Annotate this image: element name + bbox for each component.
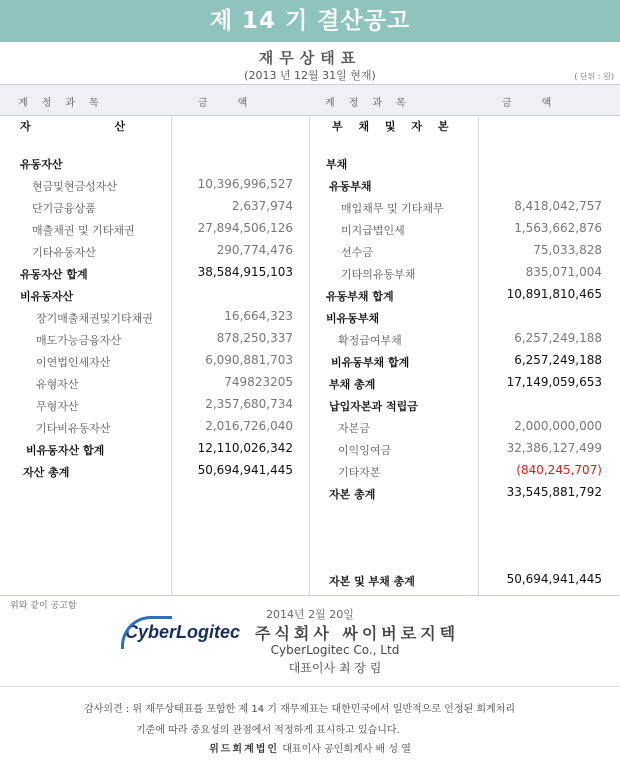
right-row-label: 부채 총계 [329,378,376,391]
right-row-label: 자본 총계 [329,488,376,501]
right-row-label: 비유동부채 합계 [331,356,410,369]
logo-text: CyberLogitec [125,622,241,642]
right-account-header: 계정과목 [325,98,420,109]
right-row-label: 기타의유동부채 [341,268,416,281]
left-row-amount: 10,396,996,527 [197,177,293,191]
unit-label: ( 단위 : 원) [574,72,614,81]
left-row-amount: 27,894,506,126 [197,221,293,235]
right-amount-header: 금액 [502,98,582,109]
column-divider [171,115,172,595]
right-row-label: 매입채무 및 기타채무 [341,202,444,215]
left-row-label: 매출채권 및 기타채권 [32,224,135,237]
left-row-amount: 6,090,881,703 [205,353,293,367]
left-amount-header: 금액 [198,98,278,109]
right-row-amount: 10,891,810,465 [506,287,602,301]
right-row-label: 이익잉여금 [338,444,392,457]
left-row-label: 단기금융상품 [32,202,96,215]
column-header-bar [0,84,620,116]
ceo-name: 대표이사 최 장 림 [288,661,382,675]
audit-opinion-line-1: 감사의견 : 위 재무상태표를 포함한 제 14 기 재무제표는 대한민국에서 일반적으로 인정된 회계처리 [84,704,515,715]
announcement-note: 위와 같이 공고함 [10,601,77,611]
auditor-signature [0,740,620,755]
left-row-amount: 16,664,323 [224,309,293,323]
right-row-amount: 75,033,828 [533,243,602,257]
audit-opinion-line-2: 기준에 따라 중요성의 관점에서 적정하게 표시하고 있습니다. [136,725,400,736]
right-row-label: 유동부채 [329,180,372,193]
left-row-label: 유형자산 [36,378,79,391]
statement-date: (2013 년 12월 31일 현재) [244,69,376,82]
left-account-header: 계정과목 [18,98,113,109]
right-row-label: 미지급법인세 [341,224,405,237]
company-name-korean: 주식회사 싸이버로지텍 [255,624,460,643]
right-row-label: 자본 및 부채 총계 [329,575,415,588]
left-row-label: 비유동자산 [20,290,74,303]
left-row-amount: 2,016,726,040 [205,419,293,433]
left-row-label: 유동자산 [20,158,63,171]
assets-section-heading: 자 산 [20,120,166,133]
right-row-label: 비유동부채 [326,312,380,325]
left-row-amount: 878,250,337 [216,331,293,345]
auditor-person: 대표이사 공인회계사 배 성 열 [282,744,411,755]
right-row-label: 선수금 [341,246,373,259]
right-row-amount: 2,000,000,000 [514,419,602,433]
right-row-label: 기타자본 [338,466,381,479]
left-row-amount: 290,774,476 [216,243,293,257]
left-row-label: 이연법인세자산 [36,356,111,369]
company-logo [125,622,240,643]
left-row-amount: 749823205 [224,375,293,389]
right-row-amount: 6,257,249,188 [514,331,602,345]
left-row-label: 무형자산 [36,400,79,413]
right-row-label: 부채 [326,158,348,171]
right-row-amount: 33,545,881,792 [506,485,602,499]
right-row-amount: 8,418,042,757 [514,199,602,213]
page-banner-title: 제 14 기 결산공고 [0,0,620,42]
right-row-label: 유동부채 합계 [326,290,394,303]
left-row-label: 유동자산 합계 [20,268,88,281]
left-row-amount: 38,584,915,103 [197,265,293,279]
auditor-firm: 위드회계법인 [209,744,280,755]
right-row-label: 자본금 [338,422,370,435]
left-row-label: 기타비유동자산 [36,422,111,435]
right-row-amount: 17,149,059,653 [506,375,602,389]
column-divider [478,115,479,595]
right-row-amount: 32,386,127,499 [506,441,602,455]
right-row-amount: 50,694,941,445 [506,572,602,586]
left-row-label: 비유동자산 합계 [26,444,105,457]
right-row-label: 확정급여부채 [338,334,402,347]
right-row-amount: 835,071,004 [525,265,602,279]
left-row-label: 장기매출채권및기타채권 [36,312,153,325]
left-row-label: 매도가능금융자산 [36,334,122,347]
right-row-amount: (840,245,707) [516,463,602,477]
table-bottom-border [0,595,620,596]
company-name-english: CyberLogitec Co., Ltd [270,643,400,657]
left-row-label: 자산 총계 [23,466,70,479]
left-row-label: 현금및현금성자산 [32,180,118,193]
statement-title: 재무상태표 [258,49,362,67]
right-row-amount: 1,563,662,876 [514,221,602,235]
column-divider [309,115,310,595]
announcement-date: 2014년 2월 20일 [266,608,354,621]
right-row-label: 납입자본과 적립금 [329,400,418,413]
left-row-amount: 12,110,026,342 [197,441,293,455]
right-row-amount: 6,257,249,188 [514,353,602,367]
left-row-amount: 2,637,974 [231,199,293,213]
left-row-label: 기타유동자산 [32,246,96,259]
left-row-amount: 2,357,680,734 [205,397,293,411]
footer-divider [0,686,620,687]
liabilities-equity-section-heading: 부 채 및 자 본 [332,120,455,133]
left-row-amount: 50,694,941,445 [197,463,293,477]
